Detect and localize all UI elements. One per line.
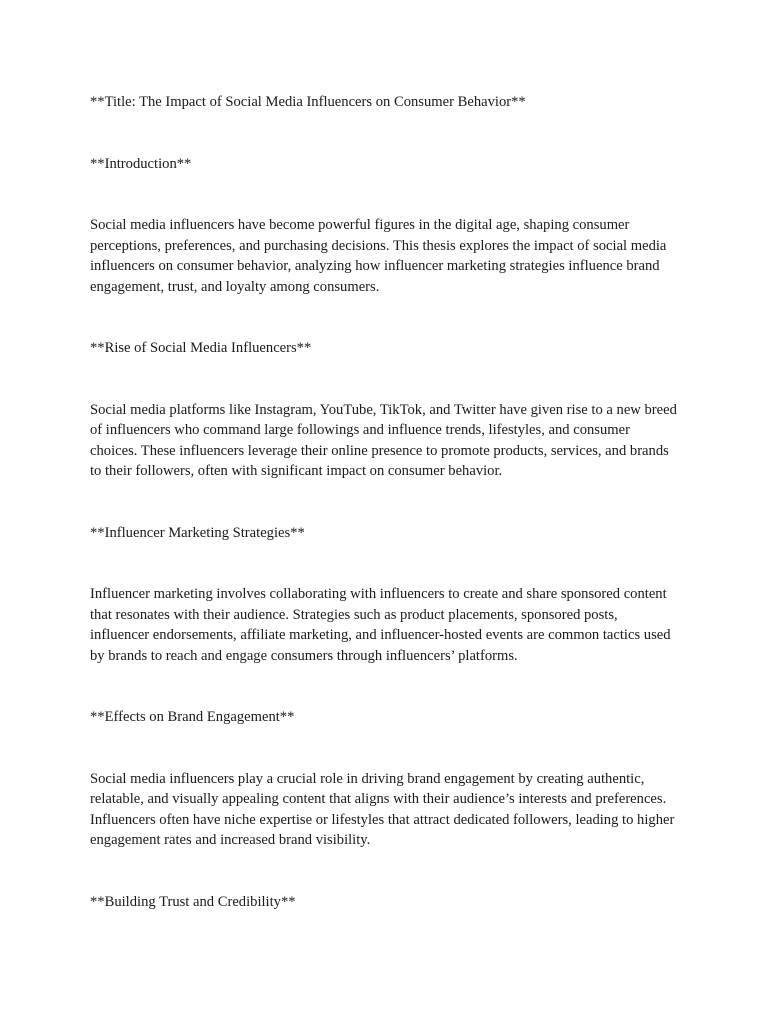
spacer: [90, 359, 680, 400]
spacer: [90, 113, 680, 154]
section-heading-engagement: **Effects on Brand Engagement**: [90, 709, 295, 725]
spacer: [90, 174, 680, 215]
section-heading-introduction: **Introduction**: [90, 155, 192, 172]
spacer: [90, 851, 680, 892]
section-body-rise: Social media platforms like Instagram, YouTube, TikTok, and Twitter have given rise to a new breed of influencers who command large followings and influence trends, lifestyles, and consumer choices. These influencers leverage their online presence to promote products, services, and brands to their followers, often with significant impact on consumer behavior.: [90, 401, 677, 479]
section-body-engagement: Social media influencers play a crucial role in driving brand engagement by creating authentic, relatable, and visually appealing content that aligns with their audience’s interests and preferences. Influencers often have niche expertise or lifestyles that attract dedicated followers, leading to higher engagement rates and increased brand visibility.: [90, 770, 675, 848]
spacer: [90, 482, 680, 523]
spacer: [90, 666, 680, 707]
section-body-introduction: Social media influencers have become powerful figures in the digital age, shaping consumer perceptions, preferences, and purchasing decisions. This thesis explores the impact of social media influencers on consumer behavior, analyzing how influencer marketing strategies influence brand engagement, trust, and loyalty among consumers.: [90, 217, 667, 295]
section-heading-rise: **Rise of Social Media Influencers**: [90, 340, 312, 356]
section-body-strategies: Influencer marketing involves collaborating with influencers to create and share sponsored content that resonates with their audience. Strategies such as product placements, sponsored posts, influencer endorsements, affiliate marketing, and influencer-hosted events are common tactics used by brands to reach and engage consumers through influencers’ platforms.: [90, 586, 671, 664]
spacer: [90, 543, 680, 584]
document-title: **Title: The Impact of Social Media Influencers on Consumer Behavior**: [90, 94, 526, 110]
spacer: [90, 297, 680, 338]
section-heading-trust: **Building Trust and Credibility**: [90, 893, 296, 910]
section-heading-strategies: **Influencer Marketing Strategies**: [90, 524, 305, 541]
spacer: [90, 728, 680, 769]
document-page: [90, 92, 680, 912]
